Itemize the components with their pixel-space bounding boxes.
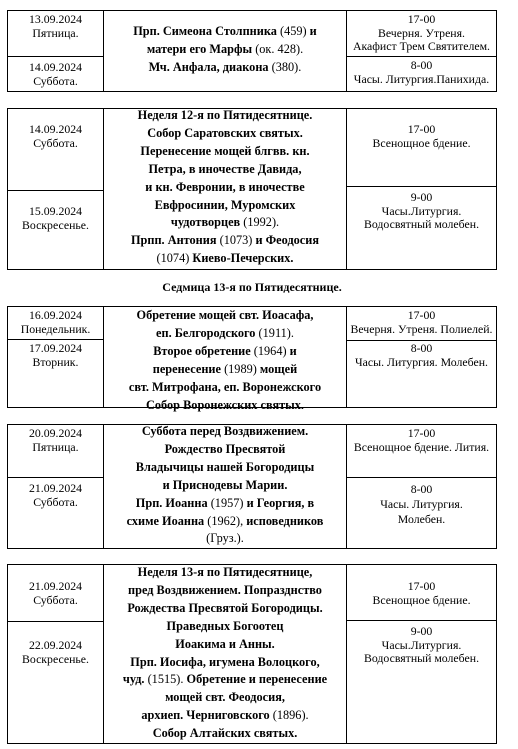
- weekday: Суббота.: [33, 73, 78, 88]
- date: 22.09.2024: [28, 638, 83, 652]
- date-cell: [8, 109, 103, 191]
- schedule-block-3: [7, 306, 497, 412]
- service-time: 17-00: [407, 12, 436, 26]
- saints-text: [104, 564, 346, 743]
- date: 13.09.2024: [28, 12, 83, 26]
- saints-text-segment: Собор Саратовских святых.: [147, 125, 303, 140]
- saints-line: [104, 307, 346, 325]
- saints-text-segment: и кн. Февронии, в иночестве: [145, 179, 305, 194]
- saints-line: [104, 397, 346, 415]
- service-column: [347, 565, 496, 743]
- saints-text-segment: Обретение мощей свт. Иоасафа,: [136, 308, 314, 322]
- saints-year: (1896).: [272, 708, 309, 723]
- saints-text-segment: Рождества Пресвятой Богородицы.: [127, 600, 323, 615]
- saints-text-segment: и: [306, 24, 317, 38]
- service-time: 17-00: [407, 308, 436, 322]
- weekday: Вторник.: [32, 354, 79, 369]
- saints-text-segment: Мч. Анфала, диакона: [148, 59, 272, 74]
- service-description: Всенощное бдение.: [372, 592, 471, 607]
- service-cell: [347, 188, 496, 269]
- saints-year: (1073): [219, 233, 253, 248]
- saints-year: (1992).: [243, 215, 280, 230]
- saints-year: (1964): [253, 343, 287, 358]
- service-description: Часы. Литургия. Молебен.: [380, 497, 463, 526]
- saints-line: [104, 41, 346, 59]
- date: 16.09.2024: [28, 308, 83, 322]
- date-column: [8, 425, 104, 548]
- saints-text-segment: мощей: [256, 361, 298, 376]
- date-cell: [8, 192, 103, 269]
- service-column: [347, 425, 496, 548]
- saints-year: (380).: [271, 59, 302, 74]
- date: 20.09.2024: [28, 426, 83, 440]
- saints-text: [104, 107, 346, 268]
- date-column: [8, 565, 104, 743]
- service-time: 17-00: [407, 426, 436, 440]
- date-cell: [8, 341, 103, 407]
- schedule-block-2: [7, 108, 497, 270]
- saints-text-segment: Прп. Иоанна: [135, 495, 211, 510]
- date-cell: [8, 307, 103, 340]
- saints-line: [104, 23, 346, 41]
- date: 21.09.2024: [28, 579, 83, 593]
- weekday: Воскресенье.: [22, 651, 89, 666]
- saints-text-segment: еп. Белгородского: [156, 325, 259, 340]
- saints-text-segment: Обретение и перенесение: [183, 672, 328, 687]
- date-cell: [8, 479, 103, 548]
- saints-line: [104, 379, 346, 397]
- schedule-block-1: [7, 10, 497, 92]
- saints-line: [104, 707, 346, 725]
- saints-text-segment: Неделя 12-я по Пятидесятнице.: [137, 108, 313, 122]
- saints-year: (1957): [210, 495, 244, 510]
- date-cell: [8, 58, 103, 91]
- saints-text-segment: Евфросинии, Муромских: [154, 197, 296, 212]
- saints-line: [104, 441, 346, 459]
- weekday: Пятница.: [32, 439, 79, 454]
- service-time: 17-00: [407, 122, 436, 136]
- week-heading: Седмица 13-я по Пятидесятнице.: [162, 280, 342, 294]
- saints-line: [104, 214, 346, 232]
- saints-text-segment: свт. Митрофана, еп. Воронежского: [128, 379, 322, 394]
- saints-text-segment: Второе обретение: [153, 343, 254, 358]
- schedule-block-5: [7, 564, 497, 744]
- saints-text-segment: и Феодосия: [252, 233, 320, 248]
- saints-text-segment: Собор Алтайских святых.: [152, 726, 298, 741]
- saints-column: [104, 565, 347, 743]
- weekday: Понедельник.: [20, 321, 91, 336]
- saints-year: (1074): [156, 251, 190, 266]
- saints-year: (Груз.).: [206, 531, 244, 546]
- saints-text-segment: Прп. Симеона Столпника: [133, 24, 280, 38]
- service-cell: [347, 622, 496, 743]
- saints-line: [104, 125, 346, 143]
- service-time: 17-00: [407, 579, 436, 593]
- saints-text-segment: Владычицы нашей Богородицы: [135, 459, 315, 474]
- saints-text-segment: схиме Иоанна: [126, 513, 208, 528]
- weekday: Суббота.: [33, 592, 78, 607]
- saints-text-segment: Иоакима и Анны.: [175, 636, 275, 651]
- saints-line: [104, 636, 346, 654]
- saints-line: [104, 618, 346, 636]
- weekday: Пятница.: [32, 25, 79, 40]
- saints-text-segment: Собор Воронежских святых.: [146, 397, 304, 412]
- saints-column: [104, 109, 347, 269]
- date-cell: [8, 565, 103, 622]
- saints-year: (1911).: [258, 325, 294, 340]
- service-time: 8-00: [410, 58, 433, 72]
- date: 15.09.2024: [28, 204, 83, 218]
- saints-text-segment: чудотворцев: [170, 215, 244, 230]
- saints-line: [104, 564, 346, 582]
- date: 14.09.2024: [28, 60, 83, 74]
- saints-column: [104, 307, 347, 412]
- service-cell: [347, 58, 496, 91]
- saints-text-segment: и Приснодевы Марии.: [162, 477, 288, 492]
- saints-text-segment: Неделя 13-я по Пятидесятнице,: [137, 565, 313, 579]
- saints-line: [104, 179, 346, 197]
- service-column: [347, 109, 496, 269]
- saints-line: [104, 513, 346, 531]
- weekday: Суббота.: [33, 494, 78, 509]
- saints-text-segment: Суббота перед Воздвижением.: [141, 424, 309, 438]
- saints-text-segment: Прп. Иосифа, игумена Волоцкого,: [130, 654, 320, 669]
- service-description: Часы.Литургия. Водосвятный молебен.: [363, 637, 480, 665]
- saints-line: [104, 600, 346, 618]
- saints-line: [104, 689, 346, 707]
- service-time: 9-00: [410, 190, 433, 204]
- saints-line: [104, 725, 346, 743]
- saints-line: [104, 459, 346, 477]
- saints-text: [104, 307, 346, 414]
- date: 14.09.2024: [28, 122, 83, 136]
- service-column: [347, 11, 496, 91]
- date-cell: [8, 11, 103, 57]
- schedule-block-4: [7, 424, 497, 549]
- saints-text: [104, 23, 346, 77]
- saints-text-segment: пред Воздвижением. Попразднство: [128, 582, 322, 597]
- saints-line: [104, 107, 346, 125]
- saints-line: [104, 671, 346, 689]
- date-column: [8, 109, 104, 269]
- service-column: [347, 307, 496, 407]
- saints-text-segment: Рождество Пресвятой: [164, 441, 286, 456]
- date-cell: [8, 623, 103, 743]
- saints-line: [104, 495, 346, 513]
- service-cell: [347, 109, 496, 187]
- date: 17.09.2024: [28, 341, 83, 355]
- service-description: Часы.Литургия. Водосвятный молебен.: [363, 203, 480, 231]
- saints-line: [104, 143, 346, 161]
- saints-line: [104, 477, 346, 495]
- service-cell: [347, 307, 496, 341]
- service-cell: [347, 11, 496, 57]
- saints-year: (1962),: [207, 513, 244, 528]
- saints-line: [104, 250, 346, 268]
- service-time: 8-00: [410, 341, 433, 355]
- saints-text-segment: мощей свт. Феодосия,: [165, 690, 285, 705]
- service-description: Всенощное бдение. Лития.: [353, 439, 490, 454]
- saints-text-segment: Прпп. Антония: [130, 233, 220, 248]
- saints-column: [104, 11, 347, 91]
- service-cell: [347, 425, 496, 478]
- date-cell: [8, 425, 103, 478]
- saints-text-segment: архиеп. Черниговского: [141, 708, 273, 723]
- saints-year: (1515).: [147, 672, 184, 687]
- saints-line: [104, 361, 346, 379]
- service-description: Всенощное бдение.: [372, 135, 471, 150]
- saints-line: [104, 59, 346, 77]
- service-description: Часы. Литургия. Молебен.: [355, 354, 488, 369]
- saints-text-segment: матери его Марфы: [146, 41, 256, 56]
- saints-text-segment: Перенесение мощей блгвв. кн.: [140, 143, 310, 158]
- saints-line: [104, 582, 346, 600]
- weekday: Суббота.: [33, 135, 78, 150]
- service-cell: [347, 479, 496, 548]
- saints-text-segment: и: [286, 343, 297, 358]
- saints-text-segment: Киево-Печерских.: [189, 251, 294, 266]
- saints-text-segment: и Георгия, в: [243, 495, 315, 510]
- saints-year: (459): [279, 24, 307, 38]
- saints-line: [104, 423, 346, 441]
- service-description: Вечерня. Утреня. Полиелей.: [350, 321, 493, 336]
- saints-text: [104, 423, 346, 548]
- saints-year: (1989): [224, 361, 257, 376]
- saints-line: [104, 654, 346, 672]
- saints-text-segment: чуд.: [122, 672, 148, 687]
- date: 21.09.2024: [28, 481, 83, 495]
- saints-column: [104, 425, 347, 548]
- saints-year: (ок. 428).: [255, 41, 304, 56]
- saints-line: [104, 530, 346, 548]
- service-time: 9-00: [410, 624, 433, 638]
- service-cell: [347, 342, 496, 407]
- date-column: [8, 11, 104, 91]
- date-column: [8, 307, 104, 407]
- service-time: 8-00: [410, 482, 433, 496]
- saints-text-segment: Праведных Богоотец: [166, 618, 284, 633]
- saints-line: [104, 343, 346, 361]
- service-cell: [347, 565, 496, 621]
- service-description: Часы. Литургия.Панихида.: [353, 71, 490, 86]
- saints-text-segment: исповедников: [243, 513, 324, 528]
- saints-text-segment: Петра, в иночестве Давида,: [148, 161, 302, 176]
- saints-line: [104, 232, 346, 250]
- saints-line: [104, 197, 346, 215]
- weekday: Воскресенье.: [22, 217, 89, 232]
- service-description: Вечерня. Утреня. Акафист Трем Святителем.: [352, 25, 491, 53]
- saints-line: [104, 161, 346, 179]
- saints-text-segment: перенесение: [152, 361, 225, 376]
- saints-line: [104, 325, 346, 343]
